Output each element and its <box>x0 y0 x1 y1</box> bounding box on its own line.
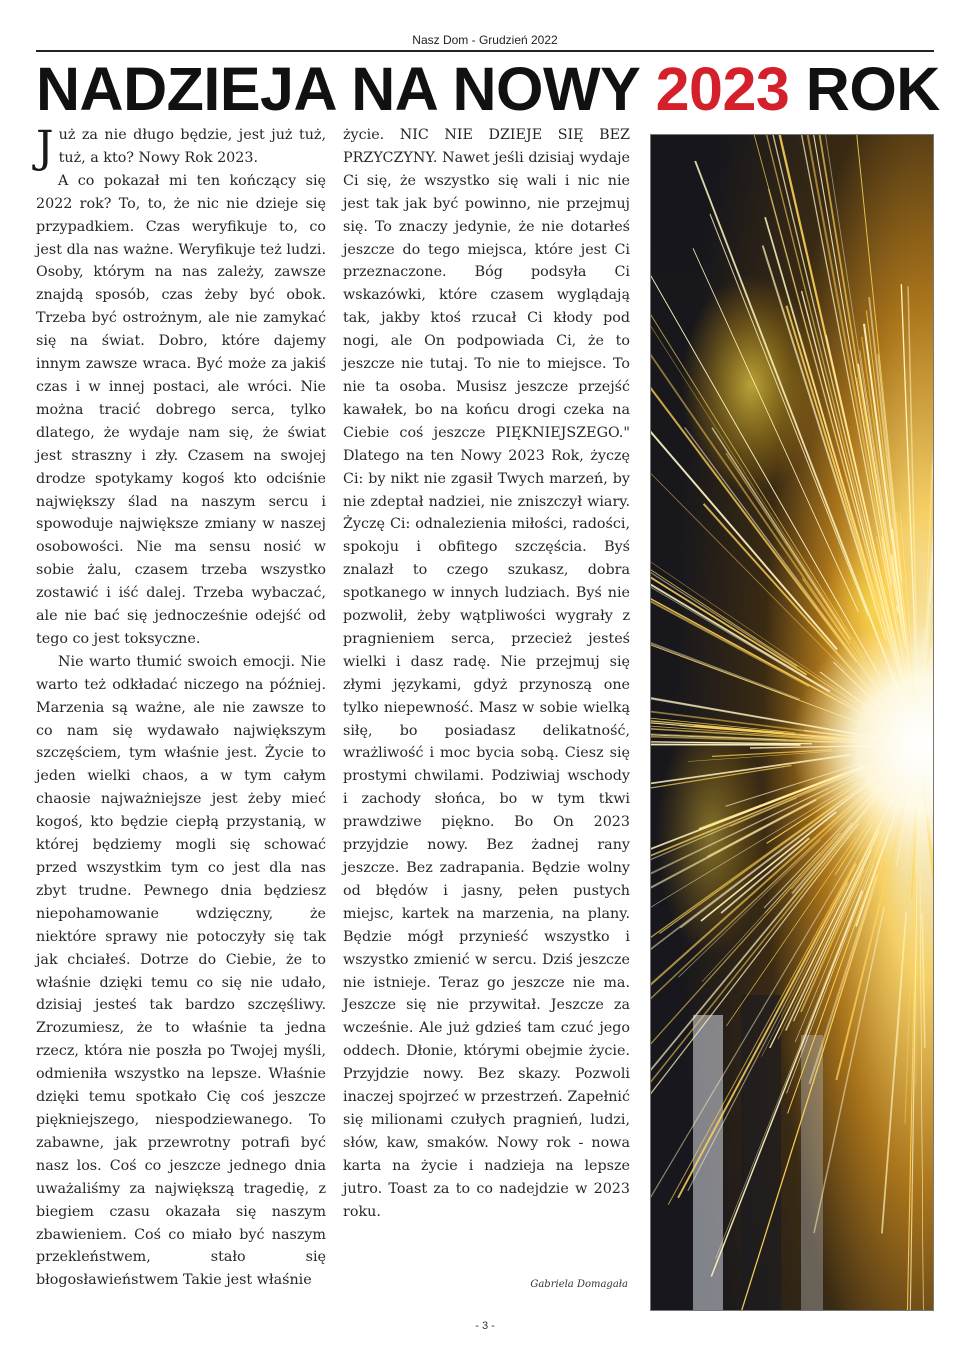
article-column-2 <box>343 124 630 1274</box>
spark-ray <box>651 744 801 745</box>
author-signature: Gabriela Domagała <box>530 1279 628 1290</box>
title-part2: ROK <box>789 55 940 123</box>
sparkler-image <box>651 135 933 1310</box>
running-header: Nasz Dom - Grudzień 2022 <box>412 33 558 47</box>
title-part1: NADZIEJA NA NOWY <box>36 55 656 123</box>
paragraph-3-continued-text: życie. NIC NIE DZIEJE SIĘ BEZ PRZYCZYNY. Nawet jeśli dzisiaj wydaje Ci się, że wszystko się wali i nic nie jest tak jak być powinno, nie przejmuj się. To znaczy jedynie, że nie dotarłeś jeszcze do tego miejsca, które jest Ci przeznaczone. Bóg podsyła Ci wskazówki, które czasem wyglądają tak, jakby ktoś rzucał Ci kłody pod nogi, ale On podpowiada Ci, że to jeszcze nie tutaj. To nie to miejsce. To nie ta osoba. Musisz jeszcze przejść kawałek, bo na końcu drogi czeka na Ciebie coś jeszcze PIĘKNIEJSZEGO." Dlatego na ten Nowy 2023 Rok, życzę Ci: by nikt nie zgasił Twych marzeń, by nie zdeptał nadziei, nie zniszczył wiary. Życzę Ci: odnalezienia miłości, radości, spokoju i obfitego szczęścia. Byś znalazł to czego szukasz, dobra spotkanego w innych ludziach. Byś nie pozwolił, żeby wątpliwości wygrały z pragnieniem serca, przecież jesteś wielki i dasz radę. Nie przejmuj się złymi językami, gdyż przynoszą one tylko niepewność. Masz w sobie wielką siłę, bo posiadasz delikatność, wrażliwość i moc bycia sobą. Ciesz się prostymi chwilami. Podziwiaj wschody i zachody słońca, bo w tym tkwi prawdziwe piękno. Bo On 2023 przyjdzie nowy. Bez żadnej rany jeszcze. Bez zadrapania. Będzie wolny od błędów i jasny, pełen pustych miejsc, kartek na marzenia, na plany. Będzie mógł przynieść wszystko i wszystko zmienić w sercu. Dziś jeszcze nie istnieje. Teraz go jeszcze nie ma. Jeszcze się nie przywitał. Jeszcze za wcześnie. Ale już gdzieś tam czuć jego oddech. Dłonie, którymi obejmie życie. Przyjdzie nowy. Bez skazy. Pozwoli inaczej spojrzeć w przestrzeń. Zapełnić się milionami czułych pragnień, ludzi, słów, kaw, smaków. Nowy rok - nowa karta na życie i nadzieja na lepsze jutro. Toast za to co nadejdzie w 2023 roku. <box>343 127 630 1220</box>
paragraph-3-text: Nie warto tłumić swoich emocji. Nie warto też odkładać niczego na później. Marzenia są ważne, ale nie zawsze to co nam się wydawało największym szczęściem, tym właśnie jest. Życie to jeden wielki chaos, a w tym całym chaosie najważniejsze jest żeby mieć kogoś, kto będzie ciepłą przystanią, w której będziemy mogli się schować przed wszystkim tym co jest dla nas zbyt trudne. Pewnego dnia będziesz niepohamowanie wdzięczny, że niektóre sprawy nie potoczyły się tak jak chciałeś. Dotrze do Ciebie, że to właśnie dzięki temu co się nie udało, dzisiaj jesteś tak bardzo szczęśliwy. Zrozumiesz, że to właśnie ta jedna rzecz, która nie poszła po Twojej myśli, odmieniła wszystko na lepsze. Właśnie dzięki temu spotkało Cię coś jeszcze piękniejszego, niespodziewanego. To zabawne, jak przewrotny potrafi być nasz los. Coś co jeszcze jednego dnia uważaliśmy za największą tragedię, z biegiem czasu okazała się naszym zbawieniem. Coś co miało być naszym przekleństwem, stało się błogosławieństwem Takie jest właśnie <box>36 653 326 1289</box>
title-year: 2023 <box>655 55 790 123</box>
paragraph-1-text: uż za nie długo będzie, jest już tuż, tuż, a kto? Nowy Rok 2023. <box>58 127 326 166</box>
paragraph-1 <box>36 122 326 173</box>
header-rule <box>36 50 934 52</box>
sparkler-photo <box>650 134 934 1311</box>
paragraph-3 <box>36 651 326 1292</box>
paragraph-3-continued <box>343 124 630 1224</box>
dropcap: J <box>36 122 54 173</box>
paragraph-2: A co pokazał mi ten kończący się 2022 rok? To, to, że nic nie dzieje się przypadkiem. Czas weryfikuje to, co jest dla nas ważne. Weryfikuje też ludzi. Osoby, którym na nas zależy, zawsze znajdą sposób, czas żeby być obok. Trzeba być ostrożnym, ale nie zamykać się na świat. Dobro, które dajemy innym zawsze wraca. Być może za jakiś czas i w innej postaci, ale wróci. Nie można tracić dobrego serca, tylko dlatego, że wydaje nam się, że świat jest straszny i zły. Czasem na swojej drodze spotykamy kogoś kto odciśnie największy ślad na naszym sercu i spowoduje największe zmiany w naszej osobowości. Nie ma sensu nosić w sobie żalu, czasem trzeba wszystko zostawić i iść dalej. Trzeba wybaczać, ale nie bać się jednocześnie odejść od tego co jest toksyczne. <box>36 172 326 647</box>
page-number: - 3 - <box>475 1320 495 1332</box>
article-column-1 <box>36 124 326 1314</box>
article-title <box>36 55 940 123</box>
